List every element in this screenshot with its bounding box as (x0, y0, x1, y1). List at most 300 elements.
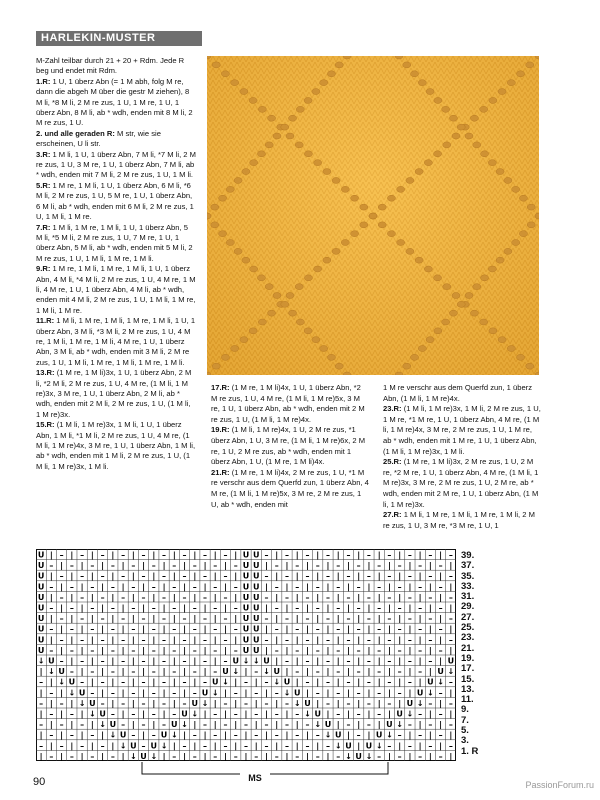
svg-text:|: | (428, 603, 432, 613)
svg-text:–: – (377, 624, 382, 634)
svg-text:|: | (60, 645, 64, 655)
svg-text:–: – (213, 751, 218, 761)
svg-text:|: | (326, 751, 330, 761)
svg-text:|: | (449, 730, 453, 740)
svg-text:–: – (264, 741, 269, 751)
svg-text:–: – (141, 741, 146, 751)
svg-text:|: | (234, 635, 238, 645)
svg-text:|: | (244, 667, 248, 677)
svg-text:–: – (254, 709, 259, 719)
svg-text:U: U (375, 730, 383, 740)
chart-row-labels (461, 551, 501, 757)
svg-text:–: – (192, 730, 197, 740)
svg-text:↓: ↓ (201, 698, 209, 708)
svg-text:|: | (265, 709, 268, 719)
svg-text:|: | (121, 751, 125, 761)
svg-text:–: – (356, 667, 361, 677)
svg-text:|: | (101, 688, 105, 698)
svg-text:|: | (357, 635, 361, 645)
col1-row-instruction (36, 264, 196, 316)
svg-text:–: – (397, 645, 402, 655)
svg-text:|: | (346, 645, 350, 655)
svg-text:–: – (110, 645, 115, 655)
svg-text:|: | (377, 592, 381, 602)
svg-text:–: – (356, 645, 361, 655)
svg-text:|: | (367, 667, 371, 677)
svg-text:|: | (326, 688, 330, 698)
svg-text:–: – (325, 592, 330, 602)
svg-text:–: – (254, 667, 259, 677)
svg-text:|: | (265, 561, 268, 571)
svg-text:U: U (252, 571, 260, 581)
svg-text:–: – (397, 730, 402, 740)
svg-text:–: – (356, 603, 361, 613)
svg-text:↓: ↓ (304, 709, 311, 719)
svg-text:–: – (366, 635, 371, 645)
svg-text:|: | (152, 698, 156, 708)
svg-text:|: | (70, 550, 74, 560)
svg-text:U: U (37, 561, 45, 571)
svg-text:–: – (315, 582, 320, 592)
svg-text:–: – (59, 614, 64, 624)
svg-text:|: | (234, 720, 238, 730)
svg-text:–: – (325, 656, 330, 666)
svg-text:–: – (100, 656, 105, 666)
svg-text:–: – (264, 720, 269, 730)
svg-text:|: | (193, 741, 197, 751)
svg-text:|: | (121, 709, 125, 719)
svg-text:–: – (233, 751, 238, 761)
svg-text:–: – (192, 561, 197, 571)
svg-text:|: | (183, 582, 186, 592)
svg-text:|: | (449, 709, 453, 719)
svg-text:–: – (223, 656, 228, 666)
svg-text:↓: ↓ (447, 667, 455, 677)
row-text: 1 M li, 1 M re, 1 M li, 1 M re, 1 M li, 2 M re zus, 1 U, 3 M re, *3 M re, 1 U, 1 (383, 510, 535, 530)
svg-text:|: | (295, 677, 299, 687)
chart-row-number: 9. (461, 704, 469, 716)
svg-text:|: | (142, 624, 146, 634)
svg-text:–: – (448, 741, 453, 751)
svg-text:–: – (90, 603, 95, 613)
svg-text:–: – (110, 561, 115, 571)
svg-text:|: | (408, 688, 412, 698)
svg-text:|: | (285, 645, 289, 655)
svg-text:–: – (387, 635, 392, 645)
svg-text:U: U (48, 656, 55, 666)
svg-text:|: | (428, 751, 432, 761)
svg-text:|: | (254, 677, 258, 687)
svg-text:–: – (110, 667, 115, 677)
svg-text:|: | (172, 741, 176, 751)
svg-text:↓: ↓ (48, 667, 55, 677)
svg-text:|: | (367, 688, 371, 698)
row-label: 11.R: (36, 316, 55, 326)
svg-text:|: | (398, 592, 402, 602)
svg-text:U: U (252, 624, 260, 634)
svg-text:|: | (224, 603, 227, 613)
svg-text:|: | (224, 561, 227, 571)
row-text: (1 M re, 1 M li)3x, 1 U, 1 überz Abn, 2 M li, *2 M li, 2 M re zus, 1 U, 4 M re, (1 M li, 1 M re)3x, 3 M re, 1 U, 1 überz Abn, 2 M li, ab * wdh, enden mit 2 M li, 2 M re zus, 1 U, (1 M li, 1 M re)3x. (36, 368, 192, 419)
svg-text:–: – (366, 656, 371, 666)
svg-text:–: – (162, 656, 167, 666)
svg-text:U: U (252, 582, 260, 592)
svg-text:|: | (131, 592, 135, 602)
svg-text:|: | (101, 645, 105, 655)
svg-text:|: | (418, 592, 422, 602)
svg-text:–: – (438, 688, 443, 698)
svg-text:–: – (448, 677, 453, 687)
svg-text:|: | (111, 698, 115, 708)
svg-text:↓: ↓ (222, 677, 229, 687)
svg-text:–: – (49, 751, 54, 761)
svg-text:–: – (39, 698, 44, 708)
svg-text:–: – (131, 667, 136, 677)
svg-text:–: – (325, 571, 330, 581)
col1-row-instruction (36, 181, 196, 223)
svg-text:–: – (325, 698, 330, 708)
svg-text:–: – (264, 592, 269, 602)
svg-text:U: U (396, 709, 403, 719)
svg-text:|: | (49, 698, 53, 708)
svg-text:|: | (60, 751, 64, 761)
svg-text:–: – (274, 624, 279, 634)
svg-text:–: – (284, 656, 289, 666)
col1-row-instruction (36, 129, 196, 150)
svg-text:|: | (90, 635, 94, 645)
instructions-column-1 (36, 56, 196, 472)
svg-text:–: – (346, 571, 351, 581)
svg-text:|: | (111, 592, 115, 602)
svg-text:–: – (223, 571, 228, 581)
svg-text:–: – (110, 709, 115, 719)
svg-text:|: | (183, 688, 186, 698)
svg-text:↓: ↓ (283, 688, 291, 698)
svg-text:↓: ↓ (427, 688, 434, 698)
svg-text:|: | (152, 550, 156, 560)
svg-text:–: – (223, 614, 228, 624)
svg-text:|: | (387, 603, 391, 613)
svg-text:–: – (397, 582, 402, 592)
svg-text:–: – (90, 624, 95, 634)
svg-text:|: | (80, 730, 84, 740)
svg-text:↓: ↓ (211, 688, 219, 698)
row-label: 27.R: (383, 510, 402, 520)
svg-text:|: | (213, 741, 217, 751)
svg-text:|: | (80, 624, 84, 634)
svg-text:|: | (172, 677, 176, 687)
svg-text:|: | (439, 720, 443, 730)
svg-text:|: | (203, 730, 207, 740)
row-label: 9.R: (36, 264, 51, 274)
svg-text:–: – (69, 667, 74, 677)
svg-text:|: | (398, 550, 402, 560)
svg-text:–: – (182, 698, 187, 708)
svg-text:|: | (439, 571, 443, 581)
svg-text:–: – (151, 603, 156, 613)
svg-text:–: – (336, 603, 341, 613)
svg-text:|: | (367, 582, 371, 592)
svg-text:–: – (223, 550, 228, 560)
svg-text:–: – (356, 709, 361, 719)
svg-text:–: – (141, 571, 146, 581)
chart-row-number: 25. (461, 622, 475, 634)
svg-text:|: | (285, 751, 289, 761)
svg-text:–: – (80, 635, 85, 645)
svg-text:|: | (295, 656, 299, 666)
svg-text:|: | (70, 614, 74, 624)
svg-text:U: U (406, 698, 414, 708)
svg-text:|: | (234, 698, 238, 708)
svg-text:–: – (203, 720, 208, 730)
svg-text:U: U (89, 698, 96, 708)
svg-text:|: | (357, 656, 361, 666)
svg-text:|: | (357, 698, 361, 708)
chart-row-number: 35. (461, 570, 475, 582)
svg-text:|: | (101, 751, 105, 761)
svg-text:|: | (326, 561, 330, 571)
svg-text:–: – (213, 667, 218, 677)
svg-text:|: | (90, 550, 94, 560)
svg-text:–: – (162, 720, 167, 730)
svg-text:|: | (224, 751, 227, 761)
svg-text:–: – (284, 571, 289, 581)
svg-text:–: – (305, 550, 310, 560)
svg-text:|: | (408, 751, 412, 761)
svg-text:|: | (193, 720, 197, 730)
chart-row-number: 37. (461, 560, 475, 572)
svg-text:|: | (306, 603, 309, 613)
svg-text:–: – (192, 624, 197, 634)
svg-text:|: | (326, 582, 330, 592)
svg-text:–: – (90, 751, 95, 761)
svg-text:–: – (121, 698, 126, 708)
svg-text:–: – (346, 614, 351, 624)
svg-text:U: U (314, 709, 321, 719)
svg-text:–: – (59, 698, 64, 708)
svg-text:U: U (37, 624, 45, 634)
svg-text:U: U (345, 741, 352, 751)
svg-text:|: | (295, 741, 299, 751)
svg-text:↓: ↓ (252, 656, 260, 666)
svg-text:–: – (387, 550, 392, 560)
svg-text:|: | (142, 561, 146, 571)
svg-text:–: – (49, 645, 54, 655)
svg-text:–: – (90, 730, 95, 740)
svg-text:|: | (49, 635, 53, 645)
svg-text:|: | (131, 571, 135, 581)
svg-text:–: – (151, 688, 156, 698)
svg-text:–: – (213, 603, 218, 613)
svg-text:↓: ↓ (150, 751, 158, 761)
svg-text:U: U (37, 603, 45, 613)
svg-text:–: – (213, 730, 218, 740)
svg-text:|: | (80, 561, 84, 571)
svg-text:|: | (60, 624, 64, 634)
svg-text:–: – (182, 677, 187, 687)
svg-text:–: – (80, 571, 85, 581)
svg-text:–: – (172, 667, 177, 677)
svg-text:–: – (131, 688, 136, 698)
svg-text:|: | (152, 677, 156, 687)
svg-text:U: U (427, 677, 434, 687)
svg-text:|: | (162, 582, 166, 592)
svg-text:|: | (142, 582, 146, 592)
svg-text:|: | (367, 645, 371, 655)
svg-text:–: – (356, 561, 361, 571)
row-label: 7.R: (36, 222, 51, 232)
svg-text:–: – (325, 677, 330, 687)
svg-text:|: | (377, 571, 381, 581)
svg-text:|: | (90, 677, 94, 687)
svg-text:–: – (121, 614, 126, 624)
svg-text:|: | (49, 592, 53, 602)
svg-text:–: – (233, 624, 238, 634)
svg-text:|: | (285, 709, 289, 719)
svg-text:–: – (274, 645, 279, 655)
svg-text:|: | (377, 698, 381, 708)
svg-text:|: | (213, 698, 217, 708)
svg-text:|: | (275, 656, 279, 666)
svg-text:|: | (111, 614, 115, 624)
svg-text:↓: ↓ (375, 741, 383, 751)
svg-text:|: | (418, 614, 422, 624)
svg-text:|: | (367, 709, 371, 719)
svg-text:–: – (295, 582, 300, 592)
svg-text:–: – (39, 741, 44, 751)
svg-text:|: | (70, 635, 74, 645)
svg-text:–: – (284, 635, 289, 645)
svg-text:–: – (182, 592, 187, 602)
svg-text:–: – (121, 720, 126, 730)
svg-text:|: | (70, 592, 74, 602)
col2-row-instruction (211, 383, 369, 425)
svg-text:|: | (172, 571, 176, 581)
svg-text:–: – (233, 688, 238, 698)
svg-text:–: – (438, 709, 443, 719)
svg-text:|: | (316, 571, 320, 581)
row-text: 1 M li, 1 U, 1 überz Abn, 7 M li, *7 M li, 2 M re zus, 1 U, 3 M re, 1 U, 1 überz Abn, 7 M li, ab * wdh, enden mit 7 M li, 2 M re zus, 1 U, 1 M li. (36, 149, 196, 180)
svg-text:|: | (316, 550, 320, 560)
svg-text:↓: ↓ (314, 720, 322, 730)
svg-text:|: | (39, 709, 43, 719)
row-text: (1 M re, 1 M li)4x, 2 M re zus, 1 U, *1 M re verschr aus dem Querfd zun, 1 überz Abn, 4 M re, (1 M li, 1 M re)5x, 3 M re, 2 M re zus, 1 U, ab * wdh, enden mit (211, 467, 369, 509)
svg-text:–: – (151, 730, 156, 740)
svg-text:U: U (37, 582, 45, 592)
svg-text:–: – (438, 561, 443, 571)
svg-text:|: | (234, 614, 238, 624)
chart-row-number: 13. (461, 683, 475, 695)
svg-text:–: – (428, 571, 433, 581)
svg-text:|: | (387, 645, 391, 655)
svg-text:–: – (336, 645, 341, 655)
svg-text:|: | (336, 698, 340, 708)
chart-row-number: 3. (461, 735, 469, 747)
svg-text:↓: ↓ (109, 730, 117, 740)
svg-text:|: | (60, 561, 64, 571)
row-text: (1 M li, 1 M re)3x, 1 M li, 1 U, 1 überz Abn, 1 M li, *1 M li, 2 M re zus, 1 U, 4 M re, (1 M li, 1 M re)4x, 3 M re, 1 U, 1 überz Abn, 1 M li, ab * wdh, enden mit 1 M li, 2 M re zus, 1 U, (1 M li, 1 M re)3x, 1 M li. (36, 420, 196, 471)
svg-text:|: | (183, 624, 186, 634)
svg-text:↓: ↓ (396, 720, 404, 730)
svg-text:–: – (233, 645, 238, 655)
svg-text:|: | (183, 751, 186, 761)
svg-text:–: – (172, 688, 177, 698)
svg-text:|: | (131, 698, 135, 708)
svg-text:|: | (172, 698, 176, 708)
svg-text:|: | (152, 656, 156, 666)
svg-text:|: | (60, 688, 64, 698)
svg-text:U: U (140, 751, 147, 761)
svg-text:–: – (244, 720, 248, 730)
svg-text:|: | (428, 667, 432, 677)
svg-text:–: – (397, 751, 402, 761)
svg-text:|: | (131, 677, 135, 687)
svg-text:–: – (39, 720, 44, 730)
svg-text:|: | (285, 582, 289, 592)
svg-text:|: | (346, 561, 350, 571)
svg-text:–: – (233, 582, 238, 592)
row-text: 1 M re verschr aus dem Querfd zun, 1 überz Abn, (1 M li, 1 M re)4x. (383, 383, 532, 403)
svg-text:|: | (183, 645, 186, 655)
svg-text:–: – (213, 624, 218, 634)
svg-text:|: | (70, 741, 74, 751)
svg-text:–: – (172, 709, 177, 719)
svg-text:–: – (336, 688, 341, 698)
svg-text:|: | (172, 550, 176, 560)
svg-text:|: | (449, 645, 453, 655)
svg-text:–: – (203, 656, 208, 666)
svg-text:–: – (438, 730, 443, 740)
svg-text:–: – (121, 550, 126, 560)
svg-text:–: – (377, 582, 382, 592)
svg-text:|: | (49, 741, 53, 751)
svg-text:–: – (162, 614, 167, 624)
svg-text:|: | (131, 614, 135, 624)
svg-text:|: | (234, 550, 238, 560)
svg-text:–: – (264, 677, 269, 687)
svg-text:U: U (78, 688, 86, 698)
svg-text:–: – (121, 656, 126, 666)
svg-text:|: | (224, 645, 227, 655)
svg-text:|: | (90, 614, 94, 624)
svg-text:–: – (407, 741, 412, 751)
svg-text:|: | (306, 730, 309, 740)
svg-text:U: U (273, 667, 280, 677)
svg-text:–: – (49, 730, 54, 740)
svg-text:|: | (142, 645, 146, 655)
svg-text:–: – (151, 624, 156, 634)
svg-text:–: – (284, 720, 289, 730)
svg-text:U: U (242, 592, 250, 602)
svg-text:–: – (223, 741, 228, 751)
svg-text:–: – (448, 571, 453, 581)
svg-text:–: – (418, 730, 423, 740)
svg-text:–: – (418, 624, 423, 634)
svg-text:–: – (141, 698, 146, 708)
row-label: 19.R: (211, 425, 230, 435)
svg-text:|: | (357, 592, 361, 602)
svg-text:|: | (193, 614, 197, 624)
col1-row-instruction (36, 150, 196, 181)
svg-text:U: U (242, 582, 250, 592)
svg-text:–: – (233, 561, 238, 571)
svg-text:–: – (407, 592, 412, 602)
svg-text:|: | (203, 709, 207, 719)
svg-text:–: – (315, 751, 320, 761)
svg-text:–: – (59, 656, 64, 666)
chart-row-number: 21. (461, 642, 475, 654)
col2-row-instruction (211, 468, 369, 510)
